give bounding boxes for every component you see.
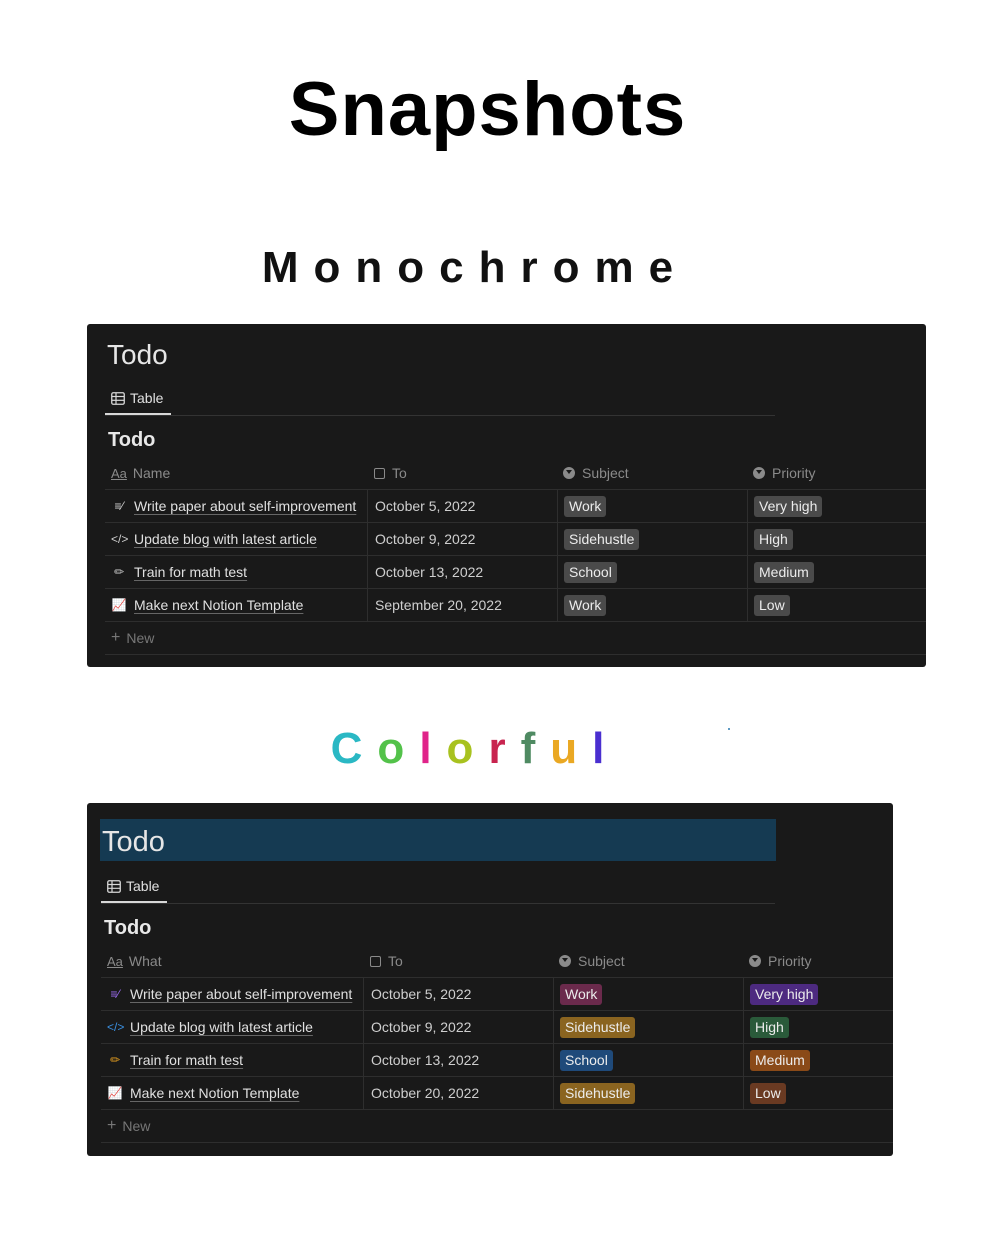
column-header-label: To: [392, 465, 407, 481]
subject-tag: School: [560, 1050, 613, 1071]
heading-letter: o: [377, 724, 420, 773]
heading-letter: f: [520, 724, 551, 773]
plus-icon: +: [107, 1117, 117, 1134]
priority-tag: Very high: [750, 984, 818, 1005]
priority-tag: Medium: [750, 1050, 810, 1071]
select-icon: [563, 467, 575, 479]
pencil-icon: ✏: [109, 1053, 121, 1067]
column-header-label: Name: [132, 465, 171, 481]
heading-letter: C: [330, 724, 378, 773]
column-header-label: Subject: [578, 953, 625, 969]
table-row[interactable]: [105, 589, 926, 622]
table-row[interactable]: [101, 1044, 893, 1077]
new-row-button[interactable]: [105, 622, 926, 655]
subject-cell[interactable]: [557, 523, 747, 555]
calendar-icon: [370, 956, 381, 967]
subject-cell[interactable]: [557, 589, 747, 621]
decorative-dot: [728, 728, 730, 730]
heading-letter: r: [488, 724, 521, 773]
subject-cell[interactable]: [557, 490, 747, 522]
heading-letter: o: [446, 724, 489, 773]
name-cell[interactable]: [101, 1044, 363, 1076]
table-icon: [111, 392, 125, 405]
task-name[interactable]: Train for math test: [130, 1052, 244, 1068]
table-row[interactable]: [105, 490, 926, 523]
todo-table: [105, 457, 926, 655]
name-cell[interactable]: [105, 523, 367, 555]
subject-tag: Work: [564, 595, 606, 616]
table-row[interactable]: [105, 556, 926, 589]
date-value: October 13, 2022: [375, 564, 484, 580]
list-pen-icon: ≡⁄: [114, 499, 124, 513]
date-value: October 5, 2022: [371, 986, 472, 1002]
task-name[interactable]: Make next Notion Template: [134, 597, 304, 613]
date-cell[interactable]: [363, 1077, 553, 1109]
list-pen-icon: ≡⁄: [110, 987, 120, 1001]
column-header-date[interactable]: [367, 457, 557, 489]
column-header-subject[interactable]: [553, 945, 743, 977]
date-value: October 20, 2022: [371, 1085, 480, 1101]
priority-cell[interactable]: [743, 1044, 893, 1076]
priority-cell[interactable]: [747, 589, 926, 621]
subject-cell[interactable]: [553, 1044, 743, 1076]
date-cell[interactable]: [367, 490, 557, 522]
new-row-button[interactable]: [101, 1110, 893, 1143]
date-value: October 13, 2022: [371, 1052, 480, 1068]
select-icon: [559, 955, 571, 967]
chart-icon: 📈: [107, 1086, 123, 1100]
subject-cell[interactable]: [553, 1011, 743, 1043]
new-label: New: [122, 1118, 151, 1134]
name-cell[interactable]: [105, 589, 367, 621]
table-title: Todo: [104, 917, 152, 939]
tab-divider: [105, 415, 775, 416]
table-row[interactable]: [105, 523, 926, 556]
name-cell[interactable]: [105, 556, 367, 588]
priority-cell[interactable]: [743, 1011, 893, 1043]
subject-tag: Work: [560, 984, 602, 1005]
task-name[interactable]: Write paper about self-improvement: [134, 498, 357, 514]
column-header-subject[interactable]: [557, 457, 747, 489]
new-row-cell[interactable]: [101, 1110, 363, 1142]
subject-cell[interactable]: [557, 556, 747, 588]
heading-letter: l: [419, 724, 447, 773]
task-name[interactable]: Update blog with latest article: [130, 1019, 313, 1035]
table-header: [105, 457, 926, 490]
new-label: New: [126, 630, 155, 646]
date-cell[interactable]: [367, 556, 557, 588]
code-icon: </>: [111, 532, 129, 546]
monochrome-heading: Monochrome: [261, 243, 689, 292]
column-header-label: Subject: [582, 465, 629, 481]
chart-icon: 📈: [111, 598, 127, 612]
date-value: September 20, 2022: [375, 597, 502, 613]
date-cell[interactable]: [367, 523, 557, 555]
table-row[interactable]: [101, 1011, 893, 1044]
task-name[interactable]: Update blog with latest article: [134, 531, 317, 547]
priority-cell[interactable]: [743, 1077, 893, 1109]
date-value: October 9, 2022: [371, 1019, 472, 1035]
priority-tag: Very high: [754, 496, 822, 517]
table-header: [101, 945, 893, 978]
priority-tag: High: [754, 529, 793, 550]
column-header-name[interactable]: [101, 945, 363, 977]
name-cell[interactable]: [105, 490, 367, 522]
subject-tag: School: [564, 562, 617, 583]
column-header-label: To: [388, 953, 403, 969]
table-row[interactable]: [101, 978, 893, 1011]
priority-tag: Low: [754, 595, 790, 616]
date-cell[interactable]: [363, 1011, 553, 1043]
page-title: Snapshots: [288, 67, 687, 152]
tab-divider: [101, 903, 775, 904]
todo-table: [101, 945, 893, 1143]
subject-tag: Work: [564, 496, 606, 517]
priority-cell[interactable]: [747, 490, 926, 522]
database-title: Todo: [100, 819, 776, 861]
date-value: October 5, 2022: [375, 498, 476, 514]
select-icon: [753, 467, 765, 479]
column-header-label: Priority: [768, 953, 812, 969]
task-name[interactable]: Train for math test: [134, 564, 248, 580]
name-cell[interactable]: [101, 978, 363, 1010]
subject-tag: Sidehustle: [560, 1017, 635, 1038]
text-property-icon: Aa: [111, 465, 127, 481]
task-name[interactable]: Write paper about self-improvement: [130, 986, 353, 1002]
column-header-label: What: [128, 953, 162, 969]
date-cell[interactable]: [367, 589, 557, 621]
database-title: Todo: [107, 339, 168, 370]
select-icon: [749, 955, 761, 967]
tab-label: Table: [130, 390, 164, 406]
column-header-priority[interactable]: [747, 457, 926, 489]
task-name[interactable]: Make next Notion Template: [130, 1085, 300, 1101]
priority-cell[interactable]: [747, 556, 926, 588]
table-title: Todo: [108, 429, 156, 451]
column-header-date[interactable]: [363, 945, 553, 977]
heading-letter: u: [550, 724, 593, 773]
priority-tag: Low: [750, 1083, 786, 1104]
column-header-name[interactable]: [105, 457, 367, 489]
table-row[interactable]: [101, 1077, 893, 1110]
calendar-icon: [374, 468, 385, 479]
table-icon: [107, 880, 121, 893]
tab-table[interactable]: [101, 874, 167, 898]
tab-label: Table: [126, 878, 160, 894]
column-header-label: Priority: [772, 465, 816, 481]
subject-cell[interactable]: [553, 1077, 743, 1109]
monochrome-todo-panel: [87, 324, 926, 667]
subject-cell[interactable]: [553, 978, 743, 1010]
date-value: October 9, 2022: [375, 531, 476, 547]
plus-icon: +: [111, 629, 121, 646]
tab-table[interactable]: [105, 386, 171, 410]
priority-cell[interactable]: [743, 978, 893, 1010]
priority-tag: High: [750, 1017, 789, 1038]
name-cell[interactable]: [101, 1077, 363, 1109]
name-cell[interactable]: [101, 1011, 363, 1043]
new-row-cell[interactable]: [105, 622, 367, 654]
colorful-todo-panel: [87, 803, 893, 1156]
priority-tag: Medium: [754, 562, 814, 583]
priority-cell[interactable]: [747, 523, 926, 555]
column-header-priority[interactable]: [743, 945, 893, 977]
date-cell[interactable]: [363, 978, 553, 1010]
text-property-icon: Aa: [107, 953, 123, 969]
colorful-heading: [0, 724, 950, 774]
subject-tag: Sidehustle: [564, 529, 639, 550]
heading-letter: l: [592, 724, 620, 773]
pencil-icon: ✏: [113, 565, 125, 579]
code-icon: </>: [107, 1020, 125, 1034]
subject-tag: Sidehustle: [560, 1083, 635, 1104]
date-cell[interactable]: [363, 1044, 553, 1076]
